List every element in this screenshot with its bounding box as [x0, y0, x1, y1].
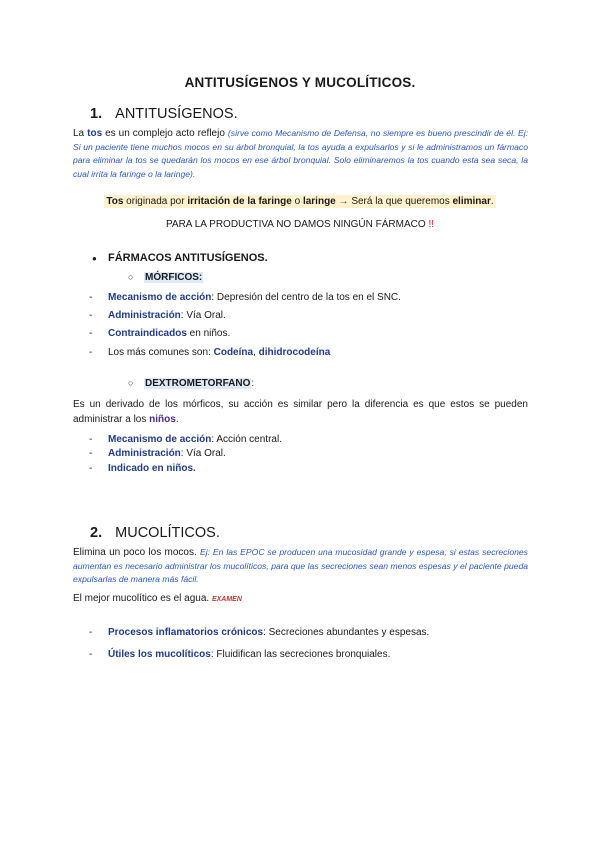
- morficos-subheading: ○ MÓRFICOS:: [128, 272, 203, 283]
- circle-bullet-icon: ○: [128, 378, 134, 388]
- farmacos-heading: ● FÁRMACOS ANTITUSÍGENOS.: [92, 252, 268, 264]
- section-1-number: 1.: [90, 106, 103, 122]
- section-2-heading: 2. MUCOLÍTICOS.: [90, 525, 220, 541]
- productiva-line: PARA LA PRODUCTIVA NO DAMOS NINGÚN FÁRMACO !!: [165, 219, 434, 230]
- circle-bullet-icon: ○: [128, 272, 134, 282]
- exclamation-mark: !!: [428, 219, 434, 230]
- tos-term: tos: [87, 128, 103, 139]
- section-1-heading: 1. ANTITUSÍGENOS.: [90, 106, 238, 122]
- section-2-number: 2.: [90, 525, 103, 541]
- section-1-title: ANTITUSÍGENOS: [115, 106, 234, 122]
- examen-tag: EXAMEN: [211, 596, 242, 603]
- disc-bullet-icon: ●: [92, 254, 97, 263]
- arrow-icon: →: [335, 196, 352, 207]
- section-2-intro: Elimina un poco los mocos. Ej: En las EPOC se producen una mucosidad grande y espesa, si estas secreciones aumentan es necesario administrar los mucolíticos, para que las secreciones sean menos espesas y el paciente pueda expulsarlas de manera más fácil.: [73, 547, 528, 584]
- dextrometorfano-description: Es un derivado de los mórficos, su acción es similar pero la diferencia es que estos se pueden administrar a los niños.: [73, 399, 528, 425]
- document-page: ANTITUSÍGENOS Y MUCOLÍTICOS. 1. ANTITUSÍGENOS. La tos es un complejo acto reflejo (sirve como Mecanismo de Defensa, no siempre es bueno prescindir de él. Ej: Si un paciente tiene muchos mocos en su árbol bronquial, la tos ayuda a expulsarlos y si le administramos un fármaco para eliminar la tos se quedarán los mocos en ese árbol bronquial. Solo eliminaremos la tos cuando esta sea seca, la cual irrita la faringe o la laringe). Tos originada por irritación de la faringe o laringe → Será la que queremos eliminar. PARA LA PRODUCTIVA NO DAMOS NINGÚN FÁRMACO !! ● FÁRMACOS ANTITUSÍGENOS. ○ MÓRFICOS: - Mecanismo de acción: Depresión del centro de la tos en el SNC. - Administración: Vía Oral. - Contraindicados en niños. - Los más comunes son: Codeína, dihidrocodeína ○ DEXTROMETORFANO: Es un derivado de los mórficos, su acción es similar pero la diferencia es que estos se pueden administrar a los niños. - Mecanismo de acción: Acción central. - Administración: Vía Oral. - Indicado en niños. 2. MUCOLÍTICOS. Elimina un poco los mocos. Ej: En las EPOC se producen una mucosidad grande y espesa, si estas secreciones aumentan es necesario administrar los mucolíticos, para que las secreciones sean menos espesas y el paciente pueda expulsarlas de manera más fácil. El mejor mucolítico es el agua. EXAMEN - Procesos inflamatorios crónicos: Secreciones abundantes y espesas. - Útiles los mucolíticos: Fluidifican las secreciones bronquiales.: [0, 0, 600, 848]
- dextrometorfano-subheading: ○ DEXTROMETORFANO:: [128, 378, 255, 389]
- tos-highlight-line: Tos originada por irritación de la faringe o laringe → Será la que queremos eliminar.: [106, 196, 494, 207]
- epoc-italic-note: Ej: En las EPOC se producen una mucosidad grande y espesa, si estas secreciones aumentan es necesario administrar los mucolíticos, para que las secreciones sean menos espesas y el paciente pueda expulsarlas de manera más fácil.: [73, 547, 528, 584]
- page-title: ANTITUSÍGENOS Y MUCOLÍTICOS.: [184, 75, 416, 90]
- mejor-mucolitico-line: El mejor mucolítico es el agua. EXAMEN: [73, 593, 242, 604]
- section-1-intro: La tos es un complejo acto reflejo (sirve como Mecanismo de Defensa, no siempre es bueno prescindir de él. Ej: Si un paciente tiene muchos mocos en su árbol bronquial, la tos ayuda a expulsarlos y si le administramos un fármaco para eliminar la tos se quedarán los mocos en ese árbol bronquial. Solo eliminaremos la tos cuando esta sea seca, la cual irrita la faringe o la laringe).: [73, 128, 529, 179]
- section-2-title: MUCOLÍTICOS: [115, 525, 216, 541]
- intro-italic-note: (sirve como Mecanismo de Defensa, no siempre es bueno prescindir de él. Ej: Si un paciente tiene muchos mocos en su árbol bronquial, la tos ayuda a expulsarlos y si le administramos un fármaco para eliminar la tos se quedarán los mocos en ese árbol bronquial. Solo eliminaremos la tos cuando esta sea seca, la cual irrita la faringe o la laringe).: [73, 128, 529, 179]
